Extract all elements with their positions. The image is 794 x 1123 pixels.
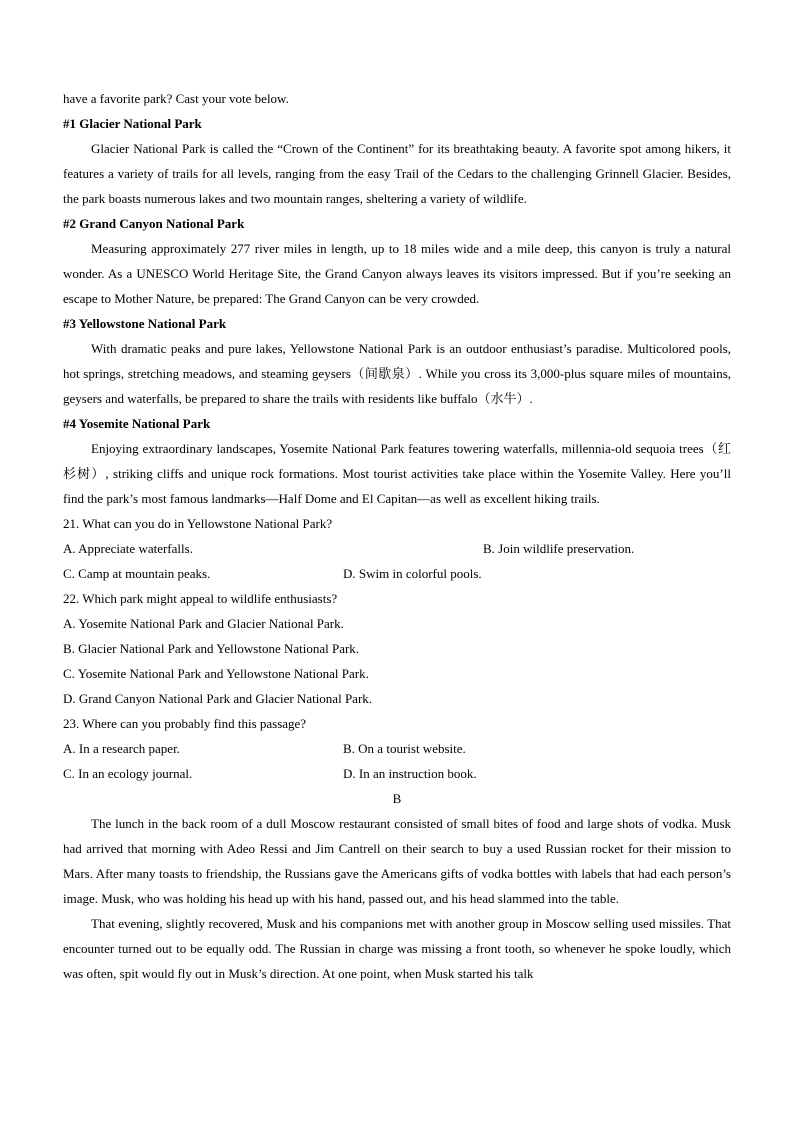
option-row xyxy=(63,536,731,561)
passage-paragraph: That evening, slightly recovered, Musk and his companions met with another group in Moscow selling used missiles. That encounter turned out to be equally odd. The Russian in charge was missing a front tooth, so whenever he spoke loudly, which was often, spit would fly out in Musk’s direction. At one point, when Musk started his talk xyxy=(63,916,731,981)
option-b: B. Join wildlife preservation. xyxy=(483,541,635,556)
park-heading: #3 Yellowstone National Park xyxy=(63,316,227,331)
question-21 xyxy=(63,511,731,586)
option-b: B. Glacier National Park and Yellowstone National Park. xyxy=(63,641,360,656)
question-stem: 21. What can you do in Yellowstone National Park? xyxy=(63,516,333,531)
park-section xyxy=(63,211,731,311)
park-description: Enjoying extraordinary landscapes, Yosemite National Park features towering waterfalls, millennia-old sequoia trees（红杉树）, striking cliffs and unique rock formations. Most tourist activities take place within the Yosemite Valley. Here you’ll find the park’s most famous landmarks—Half Dome and El Capitan—as well as excellent hiking trails. xyxy=(63,441,731,506)
question-stem: 23. Where can you probably find this passage? xyxy=(63,716,307,731)
option-c: C. Camp at mountain peaks. xyxy=(63,566,211,581)
option-a: A. Appreciate waterfalls. xyxy=(63,541,193,556)
option-d: D. Grand Canyon National Park and Glacier National Park. xyxy=(63,691,373,706)
park-heading: #4 Yosemite National Park xyxy=(63,416,211,431)
option-c: C. In an ecology journal. xyxy=(63,766,193,781)
passage-paragraph: The lunch in the back room of a dull Moscow restaurant consisted of small bites of food and large shots of vodka. Musk had arrived that morning with Adeo Ressi and Jim Cantrell on their search to buy a used Russian rocket for their mission to Mars. After many toasts to friendship, the Russians gave the Americans gifts of vodka bottles with labels that had each person’s image. Musk, who was holding his head up with his hand, passed out, and his head slammed into the table. xyxy=(63,816,731,906)
question-stem: 22. Which park might appeal to wildlife enthusiasts? xyxy=(63,591,338,606)
document-page xyxy=(63,86,731,986)
option-b: B. On a tourist website. xyxy=(343,741,466,756)
question-23 xyxy=(63,711,731,786)
park-description: With dramatic peaks and pure lakes, Yellowstone National Park is an outdoor enthusiast’s paradise. Multicolored pools, hot springs, stretching meadows, and steaming geysers（间歇泉）. While you cross its 3,000-plus square miles of mountains, geysers and waterfalls, be prepared to share the trails with residents like buffalo（水牛）. xyxy=(63,341,731,406)
question-22 xyxy=(63,586,731,711)
option-d: D. In an instruction book. xyxy=(343,766,477,781)
park-description: Glacier National Park is called the “Crown of the Continent” for its breathtaking beauty. A favorite spot among hikers, it features a variety of trails for all levels, ranging from the easy Trail of the Cedars to the challenging Grinnell Glacier. Besides, the park boasts numerous lakes and two mountain ranges, sheltering a variety of wildlife. xyxy=(63,141,731,206)
option-a: A. Yosemite National Park and Glacier National Park. xyxy=(63,616,344,631)
park-section xyxy=(63,311,731,411)
option-a: A. In a research paper. xyxy=(63,741,180,756)
section-label: B xyxy=(392,791,402,806)
option-row xyxy=(63,736,731,761)
park-section xyxy=(63,111,731,211)
park-heading: #1 Glacier National Park xyxy=(63,116,202,131)
option-d: D. Swim in colorful pools. xyxy=(343,566,482,581)
intro-line: have a favorite park? Cast your vote below. xyxy=(63,91,289,106)
option-row xyxy=(63,761,731,786)
option-row xyxy=(63,561,731,586)
park-description: Measuring approximately 277 river miles in length, up to 18 miles wide and a mile deep, this canyon is truly a natural wonder. As a UNESCO World Heritage Site, the Grand Canyon always leaves its visitors impressed. But if you’re seeking an escape to Mother Nature, be prepared: The Grand Canyon can be very crowded. xyxy=(63,241,731,306)
option-c: C. Yosemite National Park and Yellowstone National Park. xyxy=(63,666,369,681)
park-heading: #2 Grand Canyon National Park xyxy=(63,216,245,231)
park-section xyxy=(63,411,731,511)
